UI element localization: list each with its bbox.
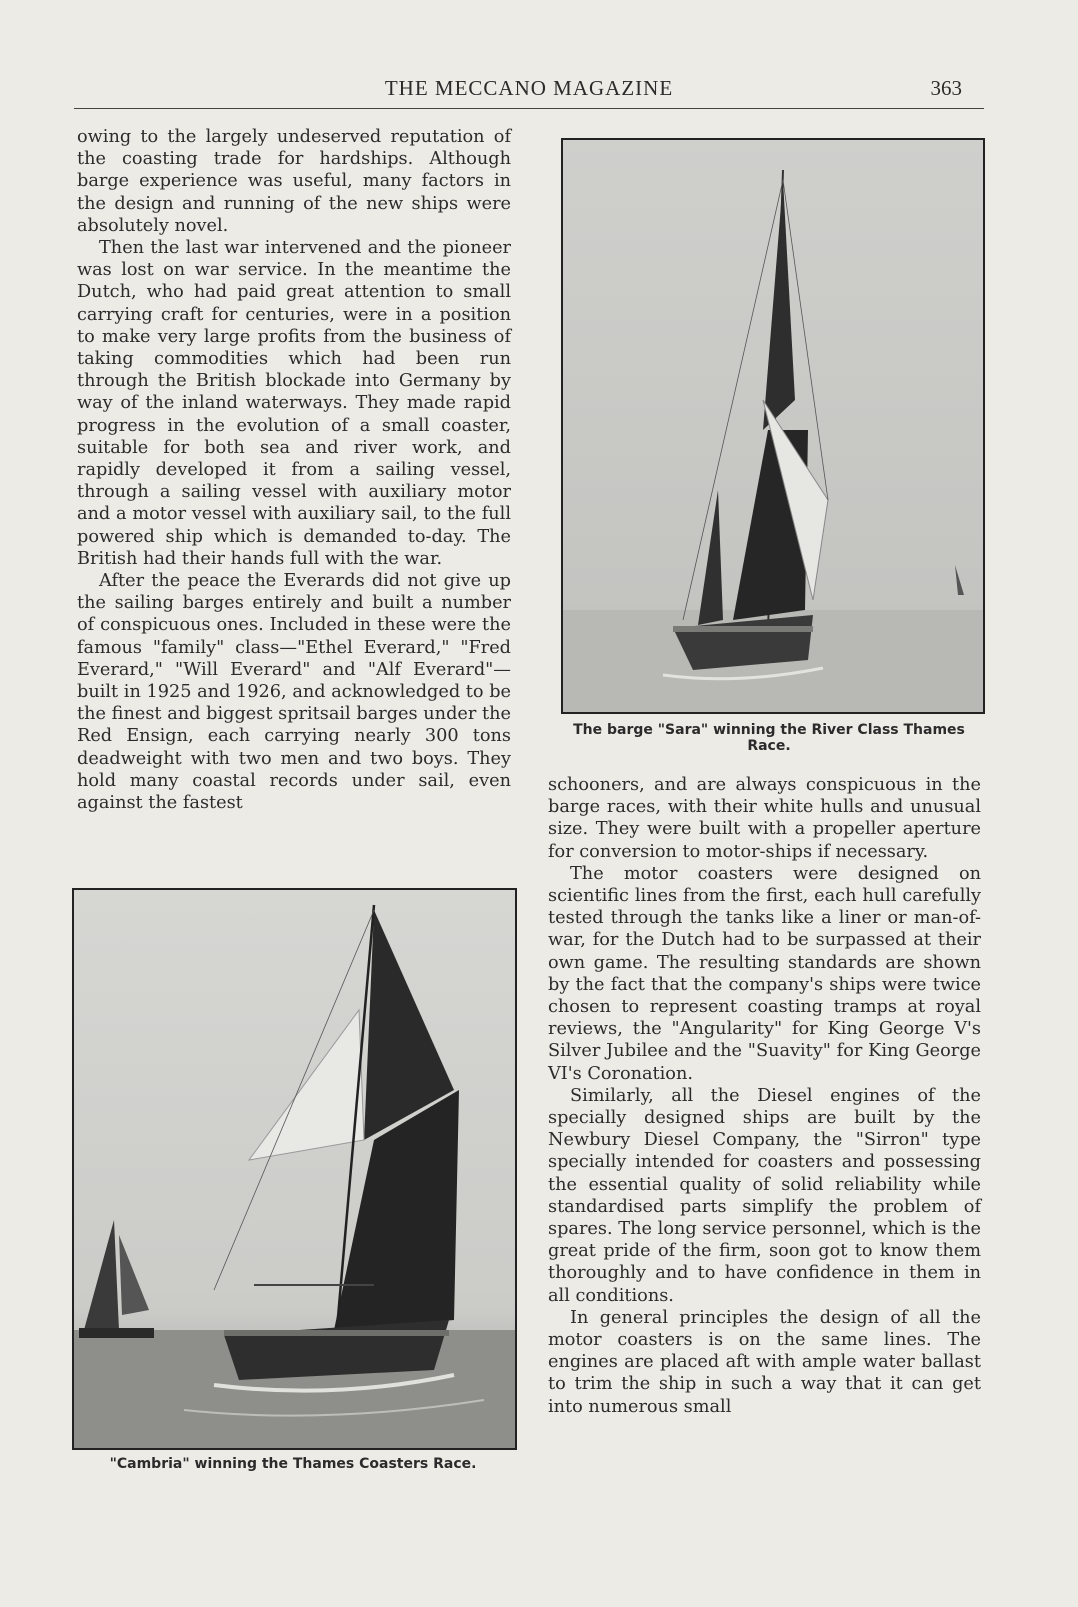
page-header [74,72,984,109]
paragraph: The motor coasters were designed on scientific lines from the first, each hull carefully tested through the tanks like a liner or man-of-war, for the Dutch had to be surpassed at their own game. The resulting standards are shown by the fact that the company's ships were twice chosen to represent coasting tramps at royal reviews, the "Angularity" for King George V's Silver Jubilee and the "Suavity" for King George VI's Coronation. [548,863,981,1084]
page-number: 363 [930,76,962,100]
paragraph: schooners, and are always conspicuous in the barge races, with their white hulls and unusual size. They were built with a propeller aperture for conversion to motor-ships if necessary. [548,775,981,862]
paragraph: Similarly, all the Diesel engines of the specially designed ships are built by the Newbury Diesel Company, the "Sirron" type specially intended for coasters and possessing the essential quality of solid reliability while standardised parts simplify the problem of spares. The long service personnel, which is the great pride of the firm, soon got to know them thoroughly and to have confidence in them in all conditions. [548,1085,981,1306]
paragraph: After the peace the Everards did not give up the sailing barges entirely and built a number of conspicuous ones. Included in these were the famous "family" class—"Ethel Everard," "Fred Everard," "Will Everard" and "Alf Everard"—built in 1925 and 1926, and acknowledged to be the finest and biggest spritsail barges under the Red Ensign, each carrying nearly 300 tons deadweight with two men and two boys. They hold many coastal records under sail, even against the fastest [77,571,511,814]
cambria-barge-photo [72,888,517,1450]
paragraph: Then the last war intervened and the pioneer was lost on war service. In the meantime the Dutch, who had paid great attention to small carrying craft for centuries, were in a position to make very large profits from the business of taking commodities which had been run through the British blockade into Germany by way of the inland waterways. They made rapid progress in the evolution of a small coaster, suitable for both sea and river work, and rapidly developed it from a sailing vessel, through a sailing vessel with auxiliary motor and a motor vessel with auxiliary sail, to the full powered ship which is demanded to-day. The British had their hands full with the war. [77,238,511,569]
paragraph: In general principles the design of all the motor coasters is on the same lines. The engines are placed aft with ample water ballast to trim the ship in such a way that it can get into numerous small [548,1307,981,1417]
cambria-photo-caption: "Cambria" winning the Thames Coasters Race. [109,1456,477,1472]
left-text-column [77,126,511,814]
sara-barge-photo [561,138,985,714]
paragraph: owing to the largely undeserved reputation of the coasting trade for hardships. Although barge experience was useful, many factors in the design and running of the new ships were absolutely novel. [77,127,511,236]
right-text-column [548,774,981,1418]
magazine-title: THE MECCANO MAGAZINE [384,76,674,100]
sara-photo-caption: The barge "Sara" winning the River Class Thames Race. [573,722,965,754]
